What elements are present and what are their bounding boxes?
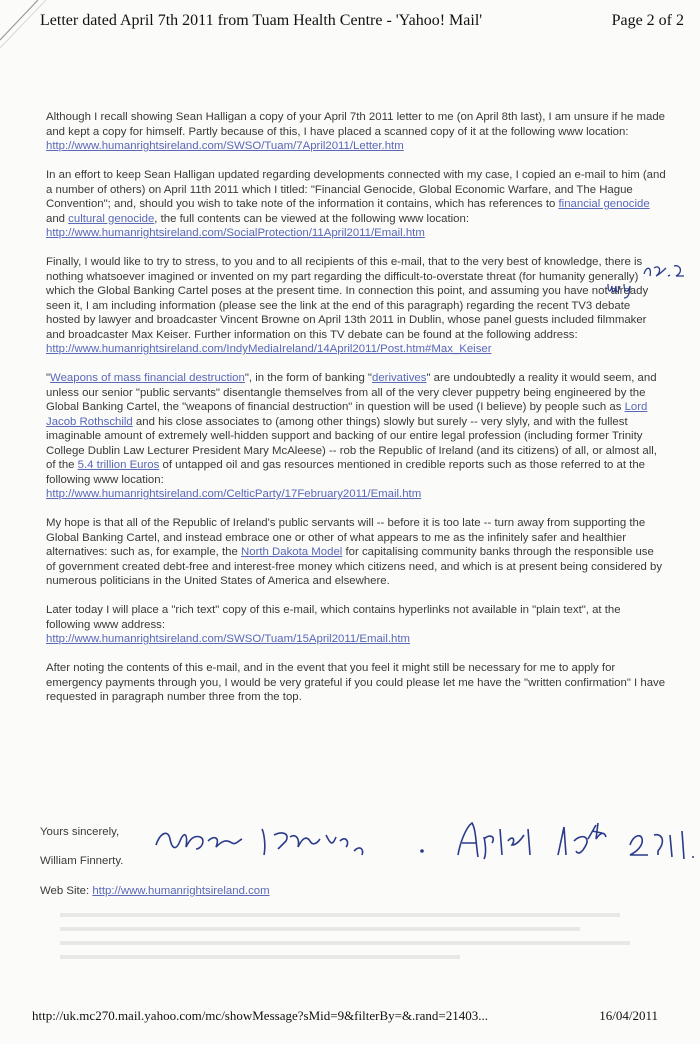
bleed-through-texture (60, 905, 640, 965)
closing-salutation: Yours sincerely, (40, 826, 120, 838)
website-line (40, 885, 270, 897)
paragraph-text: " are undoubtedly a reality it would seem, and unless our senior "public servants" disentangle themselves from all of the very clever puppetry being engineered by the Global Banking Cartel, the "weapons of financial destruction" in question will be used (I believe) by people such as (46, 372, 657, 413)
handwritten-inserted-word (606, 278, 640, 300)
paragraph-text: , the full contents can be viewed at the following www location: (154, 212, 469, 225)
paragraph-text: Although I recall showing Sean Halligan a copy of your April 7th 2011 letter to me (on April 8th last), I am unsure if he made and kept a copy for himself. Partly because of this, I have placed a scanned copy of it at the following www location: (46, 111, 666, 138)
paragraph-text: and (46, 212, 69, 225)
inline-hyperlink[interactable]: financial genocide (558, 198, 650, 210)
paragraph-text: In an effort to keep Sean Halligan updated regarding developments connected with my case, I copied an e-mail to him (and a number of others) on April 11th 2011 which I titled: "Financial Genocide, Global Economic Warfare, and The Hague Convention"; and, should you wish to take note of the information it contains, which has references to (46, 169, 666, 210)
document-title: Letter dated April 7th 2011 from Tuam Health Centre - 'Yahoo! Mail' (40, 12, 483, 29)
letter-paragraph (46, 661, 666, 705)
letter-paragraph (46, 110, 666, 154)
page-footer (0, 1008, 700, 1032)
inline-hyperlink[interactable]: North Dakota Model (241, 546, 343, 558)
letter-body (46, 110, 666, 719)
www-location-link[interactable]: http://www.humanrightsireland.com/SWSO/Tuam/15April2011/Email.htm (46, 633, 411, 645)
inline-hyperlink[interactable]: derivatives (371, 372, 427, 384)
letter-paragraph (46, 371, 666, 502)
letter-paragraph (46, 168, 666, 241)
paragraph-text: Later today I will place a "rich text" copy of this e-mail, which contains hyperlinks not available in "plain text", at the following www address: (46, 604, 621, 631)
footer-date: 16/04/2011 (599, 1008, 658, 1023)
paragraph-text: ", in the form of banking " (244, 372, 372, 384)
www-location-link[interactable]: http://www.humanrightsireland.com/IndyMediaIreland/14April2011/Post.htm#Max_Keiser (46, 343, 492, 355)
paragraph-text: After noting the contents of this e-mail, and in the event that you feel it might still be necessary for me to apply for emergency payments through you, I would be very grateful if you could please let me have the "written confirmation" I have requested in paragraph number three from the top. (46, 662, 666, 703)
paragraph-text: My hope is that all of the Republic of Ireland's public servants will -- before it is too late -- turn away from supporting the Global Banking Cartel, and instead embrace one or other of what appears to me as the infinitely safer and healthier alternatives: such as, for example, the (46, 517, 646, 558)
paragraph-text: " (46, 372, 51, 384)
page-header (0, 0, 700, 40)
paragraph-text: of untapped oil and gas resources mentioned in credible reports such as those referred to at the following www location: (46, 459, 646, 486)
inline-hyperlink[interactable]: Lord Jacob Rothschild (46, 401, 648, 428)
www-location-link[interactable]: http://www.humanrightsireland.com/CelticParty/17February2011/Email.htm (46, 488, 422, 500)
handwritten-signature (150, 815, 700, 885)
www-location-link[interactable]: http://www.humanrightsireland.com/SocialProtection/11April2011/Email.htm (46, 227, 425, 239)
letter-paragraph (46, 255, 666, 357)
www-location-link[interactable]: http://www.humanrightsireland.com/SWSO/Tuam/7April2011/Letter.htm (46, 140, 404, 152)
website-label: Web Site: (40, 885, 93, 897)
footer-url: http://uk.mc270.mail.yahoo.com/mc/showMessage?sMid=9&filterBy=&.rand=21403... (32, 1008, 488, 1023)
inline-hyperlink[interactable]: Weapons of mass financial destruction (50, 372, 245, 384)
website-link[interactable]: http://www.humanrightsireland.com (92, 885, 270, 897)
letter-paragraph (46, 603, 666, 647)
paragraph-text: Finally, I would like to try to stress, to you and to all recipients of this e-mail, that to the very best of knowledge, there is nothing whatsoever imagined or invented on my part regarding the difficult-to-overstate threat (for humanity generally) which the Global Banking Cartel poses at the present time. In connection this point, and assuming you have not already seen it, I am including information (please see the link at the end of this paragraph) regarding the recent TV3 debate hosted by lawyer and broadcaster Vincent Browne on April 13th 2011 in Dublin, whose panel guests included filmmaker and broadcaster Max Keiser. Further information on this TV debate can be found at the following address: (46, 256, 649, 341)
handwritten-margin-note (640, 258, 694, 282)
paragraph-text: and his close associates to (among other things) slowly but surely -- very slyly, and with the fullest imaginable amount of extremely well-hidden support and backing of our entire legal profession (including former Trinity College Dublin Law Lecturer President Mary McAleese) -- rob the Republic of Ireland (and its citizens) of all, or almost all, of the (46, 415, 657, 471)
paragraph-text: for capitalising community banks through the responsible use of government created debt-free and interest-free money which citizens need, and which is at present being considered by numerous politicians in the United States of America and elsewhere. (46, 546, 663, 587)
letter-paragraph (46, 516, 666, 589)
sender-name: William Finnerty. (40, 855, 124, 867)
page-number: Page 2 of 2 (611, 12, 684, 29)
inline-hyperlink[interactable]: 5.4 trillion Euros (77, 459, 160, 471)
inline-hyperlink[interactable]: cultural genocide (68, 212, 155, 225)
